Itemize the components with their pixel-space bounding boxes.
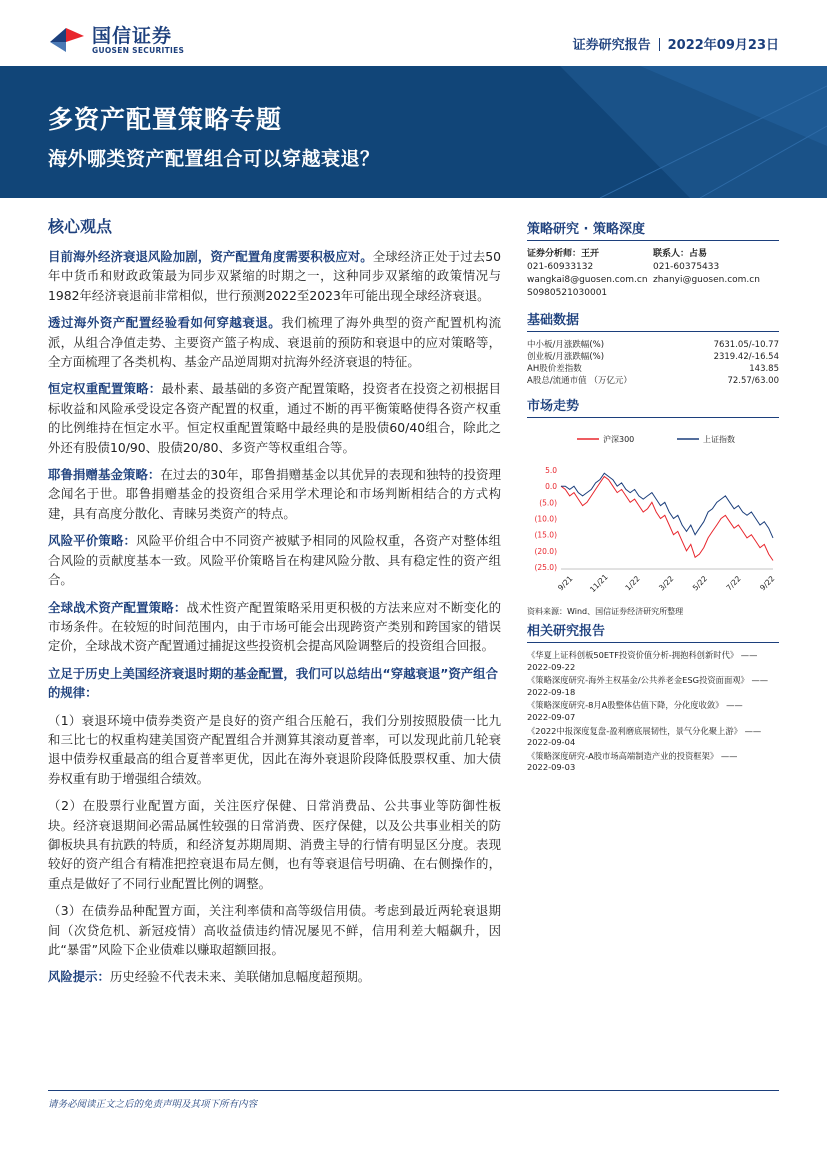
risk-warning-body: 历史经验不代表未来、美联储加息幅度超预期。 [109,969,371,985]
page-header [0,0,827,66]
analyst-phone: 021-60933132 [527,262,594,272]
x-tick-label: 5/22 [690,574,710,593]
report-subtitle: 海外哪类资产配置组合可以穿越衰退？ [48,148,380,170]
x-tick-label: 11/21 [588,572,610,595]
report-title: 《策略深度研究-8月A股整体估值下降，分化度收敛》 —— [527,700,743,711]
report-item[interactable] [527,675,779,698]
page-footer [48,1090,779,1110]
stat-value: 2319.42/-16.54 [713,352,779,362]
market-trend-svg [527,425,779,603]
paragraph-10: （3）在债券品种配置方面，关注利率债和高等级信用债。考虑到最近两轮衰退期间（次贷危机、新冠疫情）高收益债违约情况屡见不鲜，信用利差大幅飙升，因此“暴雷”风险下企业债难以赚取超额回报。 [48,903,501,957]
report-item[interactable] [527,726,779,749]
paragraph-1-body: 全球经济正处于过去50年中货币和财政政策最为同步双紧缩的时期之一，这种同步双紧缩的政策情况与1982年经济衰退前非常相似，世行预测2022至2023年可能出现全球经济衰退。 [48,249,501,303]
risk-warning-head: 风险提示： [48,969,110,985]
stat-label: 中小板/月涨跌幅(%) [527,340,605,350]
x-tick-label: 1/22 [623,574,642,593]
paragraph-3 [48,379,501,457]
chart-source: 资料来源：Wind、国信证券经济研究所整理 [527,607,684,616]
stat-label: AH股价差指数 [527,364,582,374]
stats-row [527,339,779,351]
risk-warning [48,967,501,986]
stat-label: A股总/流通市值 （万亿元） [527,376,632,386]
related-reports-title: 相关研究报告 [527,620,779,643]
market-trend-title: 市场走势 [527,395,779,418]
report-date: 2022年09月23日 [667,38,779,53]
report-title: 《策略深度研究-A股市场高端制造产业的投资框架》 —— [527,750,738,761]
report-date: 2022-09-22 [527,661,576,672]
analyst-email: wangkai8@guosen.com.cn [527,275,648,285]
report-date: 2022-09-07 [527,711,576,722]
analyst-info [527,248,653,300]
paragraph-6-body: 战术性资产配置策略采用更积极的方法来应对不断变化的市场条件。在较短的时间范围内，由于市场可能会出现跨资产类别和跨国家的错误定价，全球战术资产配置通过捕捉这些投资机会提高风险调整后的投资组合回报。 [48,599,502,654]
core-views-title: 核心观点 [48,217,113,236]
report-item[interactable] [527,650,779,673]
paragraph-1-head: 目前海外经济衰退风险加剧，资产配置角度需要积极应对。 [48,249,373,264]
paragraph-7: 立足于历史上美国经济衰退时期的基金配置，我们可以总结出“穿越衰退”资产组合的规律： [48,665,498,701]
report-item[interactable] [527,700,779,723]
paragraph-4-body: 在过去的30年，耶鲁捐赠基金以其优异的表现和独特的投资理念闻名于世。耶鲁捐赠基金的投资组合采用学术理论和市场判断相结合的方式构建，具有高度分散化、青睐另类资产的特点。 [48,467,501,521]
core-views [48,214,501,995]
x-tick-label: 9/22 [758,574,777,593]
paragraph-3-head: 恒定权重配置策略： [48,381,162,397]
report-type: 证券研究报告 [572,38,651,53]
basic-data-table [527,339,779,387]
paragraph-9: （2）在股票行业配置方面，关注医疗保健、日常消费品、公共事业等防御性板块。经济衰退期间必需品属性较强的日常消费、医疗保健，以及公共事业相关的防御板块具有抗跌的特质，和经济复苏期周期、消费主导的行情有明显区分度。表现较好的资产组合有精准把控衰退布局左侧，也有等衰退信号明确、在右侧操作的，重点是做好了不同行业配置比例的调整。 [48,798,501,891]
report-meta [573,34,779,53]
contacts [527,248,779,300]
paragraph-4 [48,465,501,523]
paragraph-2-head: 透过海外资产配置经验看如何穿越衰退。 [48,315,282,331]
stats-row [527,351,779,363]
paragraph-6-head: 全球战术资产配置策略： [48,599,187,615]
analyst-name: 证券分析师：王开 [527,249,600,259]
paragraph-6 [48,598,501,656]
title-banner [0,66,827,198]
paragraph-5-head: 风险平价策略： [48,533,137,549]
report-date: 2022-09-04 [527,737,576,748]
report-item[interactable] [527,751,779,774]
paragraph-3-body: 最朴素、最基础的多资产配置策略，投资者在投资之初根据目标收益和风险承受设定各资产配置的权重，通过不断的再平衡策略使得各资产权重的比例维持在恒定水平。恒定权重配置策略中最经典的是股债60/40组合，除此之外还有股债10/90、股债20/80、多资产等权重组合等。 [48,381,502,455]
x-tick-label: 9/21 [556,574,575,593]
related-reports-list [527,650,779,774]
stat-value: 143.85 [749,364,779,374]
report-date: 2022-09-18 [527,686,576,697]
x-tick-label: 3/22 [657,574,676,593]
report-date: 2022-09-03 [527,762,576,773]
paragraph-4-head: 耶鲁捐赠基金策略： [48,467,161,483]
series-line-hs300 [561,477,773,561]
guosen-logo [48,20,198,60]
y-tick-label: 5.0 [545,466,557,475]
y-tick-label: (5.0) [539,498,557,508]
paragraph-2-body: 我们梳理了海外典型的资产配置机构流派，从组合净值走势、主要资产篮子构成、衰退前的预防和衰退中的应对策略等，全方面梳理了各类机构、基金产品逆周期对抗海外经济衰退的特征。 [48,315,502,370]
contact-email: zhanyi@guosen.com.cn [653,275,760,285]
report-title: 《策略深度研究-海外主权基金/公共养老金ESG投资面面观》 —— [527,675,769,686]
legend-label: 上证指数 [703,435,735,444]
series-line-sh-index [561,473,773,538]
paragraph-1 [48,247,501,305]
legend-label: 沪深300 [603,435,635,444]
contact-info [653,248,779,300]
y-tick-label: (25.0) [534,563,557,572]
analyst-cert: S0980521030001 [527,288,608,298]
stats-row [527,375,779,387]
y-tick-label: (10.0) [534,514,557,524]
x-tick-label: 7/22 [724,574,743,593]
paragraph-8: （1）衰退环境中债券类资产是良好的资产组合压舱石，我们分别按照股债一比九和三比七的权重构建美国资产配置组合并测算其滚动夏普率，可以发现此前几轮衰退中债券权重最高的组合夏普率更优，因此在海外衰退阶段降低股票权重、加大债券权重有助于增强组合绩效。 [48,712,501,786]
paragraph-5-body: 风险平价组合中不同资产被赋予相同的风险权重，各资产对整体组合风险的贡献度基本一致。风险平价策略旨在构建风险分散、具有稳定性的资产组合。 [48,533,502,588]
report-title: 多资产配置策略专题 [48,105,283,134]
sidebar [527,218,779,776]
paragraph-2 [48,313,501,371]
stat-value: 72.57/63.00 [727,376,779,386]
y-tick-label: 0.0 [545,482,557,492]
market-trend-chart [527,425,779,603]
stat-value: 7631.05/-10.77 [713,340,779,350]
logo-cn-text: 国信证券 [92,25,173,47]
contact-phone: 021-60375433 [653,262,720,272]
category-title: 策略研究 · 策略深度 [527,218,779,241]
y-tick-label: (20.0) [534,546,557,556]
meta-divider [659,38,660,51]
y-tick-label: (15.0) [534,530,557,540]
basic-data-title: 基础数据 [527,309,779,332]
stat-label: 创业板/月涨跌幅(%) [527,352,605,362]
logo-en-text: GUOSEN SECURITIES [92,46,185,55]
contact-name: 联系人：占易 [653,249,708,259]
disclaimer-text: 请务必阅读正文之后的免责声明及其项下所有内容 [48,1099,258,1110]
stats-row [527,363,779,375]
report-title: 《2022中报深度复盘-盈利磨底展韧性，景气分化聚上游》 —— [527,725,762,736]
report-title: 《华夏上证科创板50ETF投资价值分析-拥抱科创新时代》 —— [527,650,758,660]
guosen-logo-icon [48,22,86,54]
paragraph-5 [48,531,501,589]
